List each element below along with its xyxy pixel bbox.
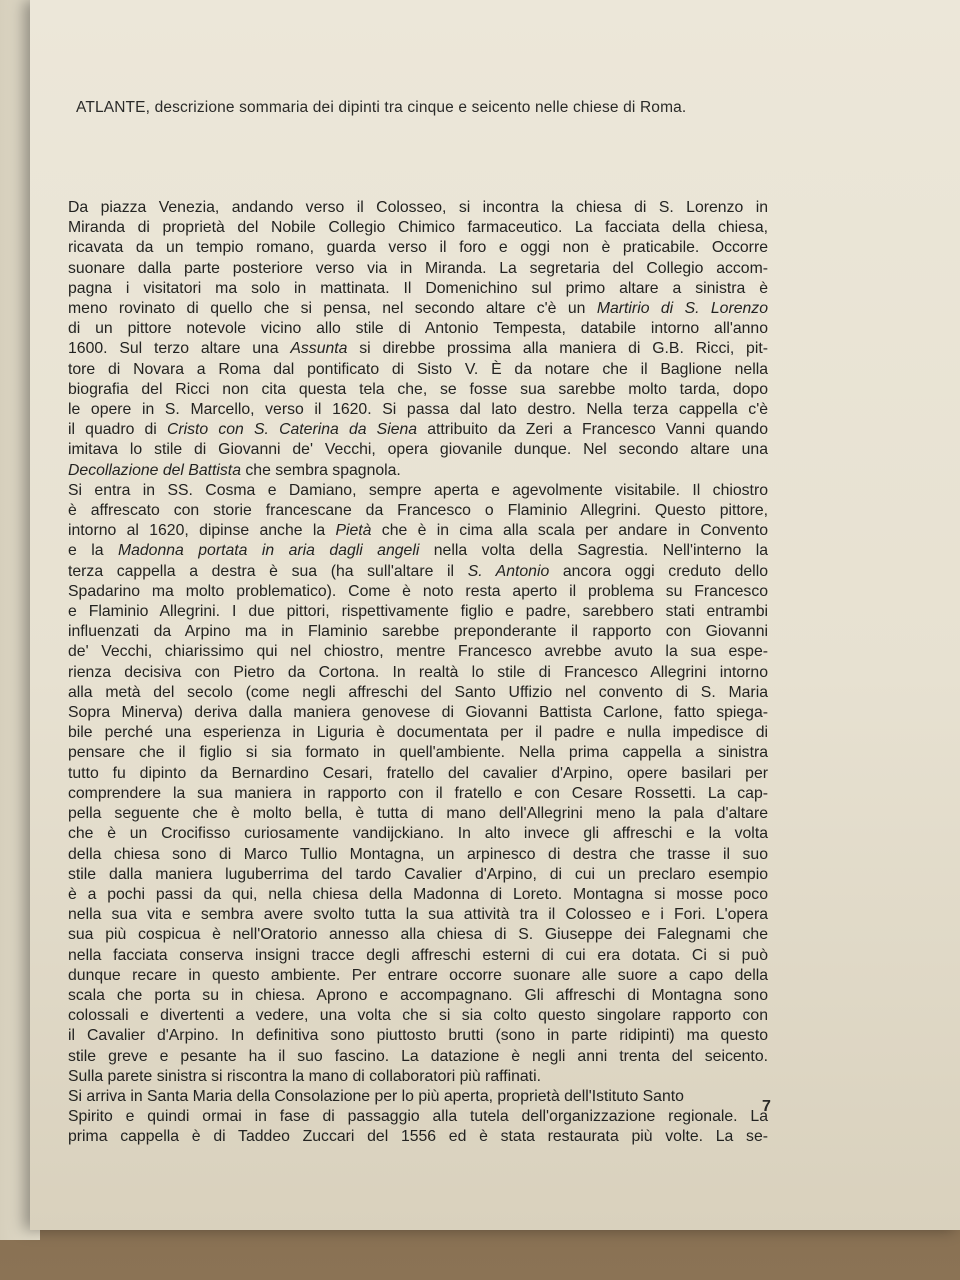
text-line: colossali e divertenti a vedere, una volta che si sia colto questo singolare rapporto con <box>68 1007 768 1025</box>
text-line: è a pochi passi da qui, nella chiesa della Madonna di Loreto. Montagna si mosse poco <box>68 885 768 903</box>
text-line: pella seguente che è molto bella, è tutta di mano dell'Allegrini meno la pala d'altare <box>68 805 768 823</box>
body-text <box>68 198 768 1148</box>
text-line: è affrescato con storie francescane da Francesco o Flaminio Allegrini. Questo pittore, <box>68 502 768 520</box>
text-line: bile perché una esperienza in Liguria è documentata per il padre e nulla impedisce di <box>68 724 768 742</box>
page-header: ATLANTE, descrizione sommaria dei dipinti tra cinque e seicento nelle chiese di Roma. <box>76 99 687 116</box>
italic-title: Madonna portata in aria dagli angeli <box>117 542 420 560</box>
text-line: di un pittore notevole vicino allo stile di Antonio Tempesta, databile intorno all'anno <box>68 320 768 338</box>
text-line: stile dalla maniera luguberrima del tardo Cavalier d'Arpino, di cui un preclaro esempio <box>68 865 768 883</box>
text-line: rienza decisiva con Pietro da Cortona. In realtà lo stile di Francesco Allegrini intorno <box>68 663 768 681</box>
text-line: prima cappella è di Taddeo Zuccari del 1556 ed è stata restaurata più volte. La se- <box>68 1128 768 1146</box>
italic-title: Cristo con S. Caterina da Siena <box>166 421 418 439</box>
text-line: Decollazione del Battista che sembra spagnola. <box>68 461 401 479</box>
text-line: Sulla parete sinistra si riscontra la mano di collaboratori più raffinati. <box>68 1067 541 1085</box>
text-line: il Cavalier d'Arpino. In definitiva sono piuttosto brutti (sono in parte ridipinti) ma questo <box>68 1027 768 1045</box>
italic-title: Martirio di S. Lorenzo <box>596 300 768 318</box>
text-line: tore di Novara a Roma dal pontificato di Sisto V. È da notare che il Baglione nella <box>68 360 768 378</box>
text-line: nella sua vita e sembra avere svolto tutta la sua attività tra il Colosseo e i Fori. L'opera <box>68 906 768 924</box>
text-line: Miranda di proprietà del Nobile Collegio Chimico farmaceutico. La facciata della chiesa, <box>68 219 768 237</box>
text-line: le opere in S. Marcello, verso il 1620. Si passa dal lato destro. Nella terza cappella c'è <box>68 401 768 419</box>
text-line: Spadarino ma molto problematico). Come è noto resta aperto il problema su Francesco <box>68 582 768 600</box>
text-line: de' Vecchi, chiarissimo qui nel chiostro, mentre Francesco avrebbe avuto la sua espe- <box>68 643 768 661</box>
text-line: intorno al 1620, dipinse anche la Pietà che è in cima alla scala per andare in Convento <box>68 522 768 540</box>
text-line: imitava lo stile di Giovanni de' Vecchi, opera giovanile dunque. Nel secondo altare una <box>68 441 768 459</box>
text-line: meno rovinato di quello che si pensa, nel secondo altare c'è un Martirio di S. Lorenzo <box>68 300 768 318</box>
italic-title: Assunta <box>290 340 348 358</box>
text-line: Si entra in SS. Cosma e Damiano, sempre aperta e agevolmente visitabile. Il chiostro <box>68 481 768 499</box>
text-line: scala che porta su in chiesa. Aprono e accompagnano. Gli affreschi di Montagna sono <box>68 986 768 1004</box>
text-line: sua più cospicua è nell'Oratorio annesso alla chiesa di S. Giuseppe dei Falegnami che <box>68 926 768 944</box>
text-line: ricavata da un tempio romano, guarda verso il foro e oggi non è praticabile. Occorre <box>68 239 768 257</box>
text-line: Sopra Minerva) deriva dalla maniera genovese di Giovanni Battista Carlone, fatto spiega- <box>68 704 768 722</box>
text-line: pensare che il figlio si sia formato in quell'ambiente. Nella prima cappella a sinistra <box>68 744 768 762</box>
italic-title: Pietà <box>335 522 372 540</box>
text-line: Si arriva in Santa Maria della Consolazione per lo più aperta, proprietà dell'Istituto Santo <box>68 1087 684 1105</box>
text-line: Spirito e quindi ormai in fase di passaggio alla tutela dell'organizzazione regionale. La <box>68 1108 768 1126</box>
italic-title: S. Antonio <box>467 562 550 580</box>
text-line: stile greve e pesante ha il suo fascino. La datazione è negli anni trenta del seicento. <box>68 1047 768 1065</box>
text-line: dunque recare in questo ambiente. Per entrare occorre suonare alle suore a capo della <box>68 966 768 984</box>
text-line: biografia del Ricci non cita questa tela che, se fosse sua sarebbe molto tarda, dopo <box>68 380 768 398</box>
text-line: comprendere la sua maniera in rapporto con il fratello e con Cesare Rossetti. La cap- <box>68 784 768 802</box>
text-line: influenzati da Arpino ma in Flaminio sarebbe preponderante il rapporto con Giovanni <box>68 623 768 641</box>
text-line: della chiesa sono di Marco Tullio Montagna, un arpinesco di destra che trasse il suo <box>68 845 768 863</box>
text-line: terza cappella a destra è sua (ha sull'altare il S. Antonio ancora oggi creduto dello <box>68 562 768 580</box>
text-line: nella facciata conserva insigni tracce degli affreschi esterni di cui era dotata. Ci si può <box>68 946 768 964</box>
text-line: il quadro di Cristo con S. Caterina da Siena attribuito da Zeri a Francesco Vanni quando <box>68 421 768 439</box>
text-line: pagna i visitatori ma solo in mattinata. Il Domenichino sul primo altare a sinistra è <box>68 279 768 297</box>
text-line: che è un Crocifisso curiosamente vandijckiano. In alto invece gli affreschi e la volta <box>68 825 768 843</box>
text-line: e la Madonna portata in aria dagli angeli nella volta della Sagrestia. Nell'interno la <box>68 542 769 560</box>
text-line: 1600. Sul terzo altare una Assunta si direbbe prossima alla maniera di G.B. Ricci, pit- <box>68 340 768 358</box>
text-line: alla metà del secolo (come negli affreschi del Santo Uffizio nel convento di S. Maria <box>68 683 768 701</box>
text-line: suonare dalla parte posteriore verso via in Miranda. La segretaria del Collegio accom- <box>68 259 768 277</box>
italic-title: Decollazione del Battista <box>68 461 241 479</box>
text-line: Da piazza Venezia, andando verso il Colosseo, si incontra la chiesa di S. Lorenzo in <box>68 199 768 216</box>
page-number: 7 <box>762 1098 771 1115</box>
text-line: e Flaminio Allegrini. I due pittori, rispettivamente figlio e padre, sarebbero stati entrambi <box>68 603 768 621</box>
text-line: tutto fu dipinto da Bernardino Cesari, fratello del cavalier d'Arpino, opere basilari per <box>68 764 768 782</box>
